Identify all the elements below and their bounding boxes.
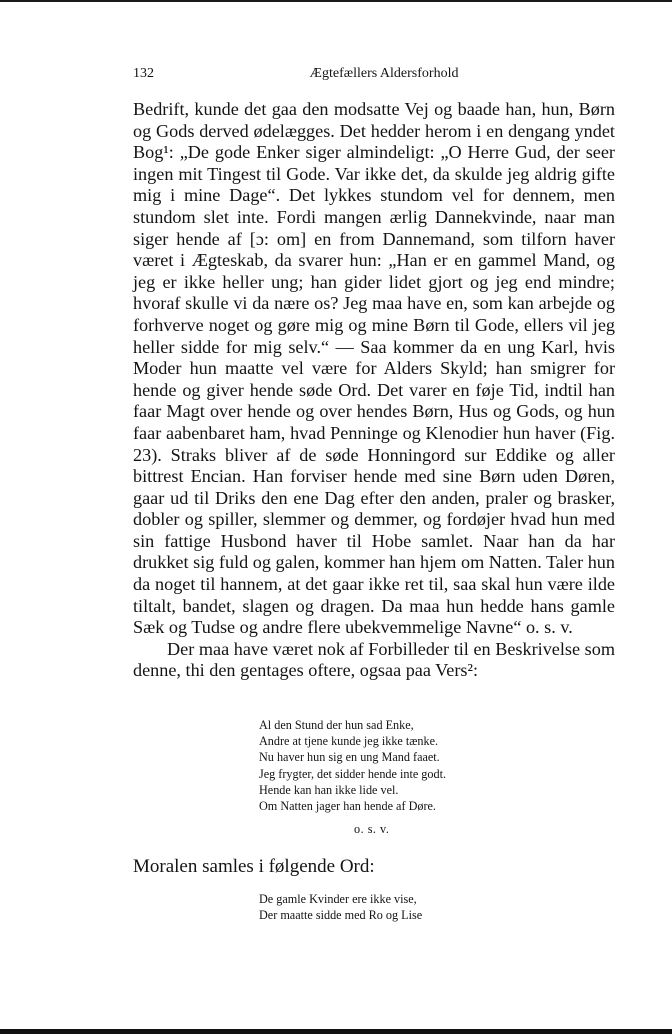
verse-line: Jeg frygter, det sidder hende inte godt. [259,766,447,781]
page-number: 132 [133,66,154,81]
body-text [133,99,615,682]
verse-ending: o. s. v. [354,822,390,836]
page-header [133,66,615,86]
paragraph-2: Der maa have været nok af Forbilleder til en Beskrivelse som denne, thi den gentages oftere, ogsaa paa Vers²: [133,638,615,681]
verse-line: Andre at tjene kunde jeg ikke tænke. [259,734,439,749]
verse-block-2 [259,891,422,923]
running-head: Ægtefællers Aldersforhold [309,66,459,81]
verse-line: De gamle Kvinder ere ikke vise, [259,892,417,906]
bottom-scan-edge [0,1029,672,1034]
moral-heading: Moralen samles i følgende Ord: [133,856,375,877]
paragraph-1: Bedrift, kunde det gaa den modsatte Vej og baade han, hun, Børn og Gods derved ødelægges. Det hedder herom i en dengang yndet Bog¹: „De gode Enker siger almindeligt: „O Herre Gud, der seer ingen mit Tingest til Gode. Var ikke det, da skulde jeg aldrig gifte mig i mine Dage“. Det lykkes stundom vel for dennem, men stundom slet inte. Fordi mangen ærlig Dannekvinde, naar man siger hende af [ɔ: om] en from Dannemand, som tilforn haver været i Ægteskab, da svarer hun: „Han er en gammel Mand, og jeg er ikke heller ung; han gider lidet gjort og jeg end mindre; hvoraf skulle vi da nære os? Jeg maa have en, som kan arbejde og forhverve noget og gøre mig og mine Børn til Gode, ellers vil jeg heller sidde for mig selv.“ — Saa kommer da en ung Karl, hvis Moder hun maatte vel være for Alders Skyld; han smigrer for hende og giver hende søde Ord. Det varer en føje Tid, indtil han faar Magt over hende og over hendes Børn, Hus og Gods, og hun faar aabenbaret ham, hvad Penninge og Klenodier hun haver (Fig. 23). Straks bliver af de søde Honningord sur Eddike og aller bittrest Encian. Han forviser hende med sine Børn uden Døren, gaar ud til Driks den ene Dag efter den anden, praler og brasker, dobler og spiller, slemmer og demmer, og fordøjer hvad hun med sin fattige Husbond haver til Hobe samlet. Naar han da har drukket sig fuld og galen, kommer han hjem om Natten. Taler hun da noget til hannem, at det gaar ikke ret til, saa skal hun være ilde tiltalt, bandet, slagen og dragen. Da maa hun hedde hans gamle Sæk og Tudse og andre flere ubekvemmelige Navne“ o. s. v. [133,99,615,638]
verse-line: Hende kan han ikke lide vel. [259,782,399,797]
verse-line: Nu haver hun sig en ung Mand faaet. [259,750,440,765]
verse-block-1 [259,717,446,814]
verse-line: Om Natten jager han hende af Døre. [259,799,436,814]
top-scan-edge [0,0,672,2]
verse-line: Der maatte sidde med Ro og Lise [259,908,423,923]
verse-line: Al den Stund der hun sad Enke, [259,718,414,732]
